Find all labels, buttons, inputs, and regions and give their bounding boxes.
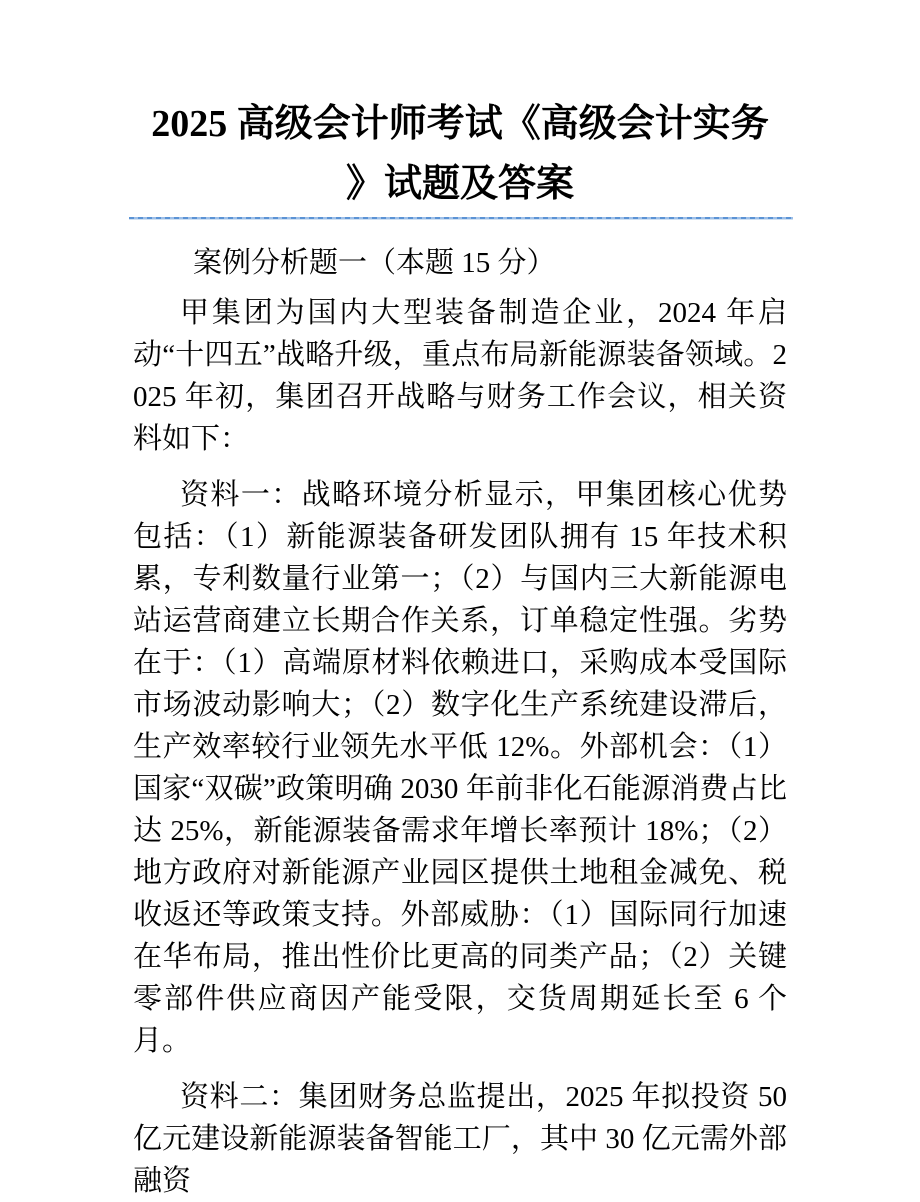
paragraph-material-one: 资料一：战略环境分析显示，甲集团核心优势包括：（1）新能源装备研发团队拥有 15 年技术积累，专利数量行业第一；（2）与国内三大新能源电站运营商建立长期合作关系，订单稳定性强。劣势在于：（1）高端原材料依赖进口，采购成本受国际市场波动影响大；（2）数字化生产系统建设滞后，生产效率较行业领先水平低 12%。外部机会：（1）国家“双碳”政策明确 2030 年前非化石能源消费占比达 25%，新能源装备需求年增长率预计 18%；（2）地方政府对新能源产业园区提供土地租金减免、税收返还等政策支持。外部威胁：（1）国际同行加速在华布局，推出性价比更高的同类产品；（2）关键零部件供应商因产能受限，交货周期延长至 6 个月。 — [133, 479, 787, 1057]
document-content — [133, 94, 787, 1202]
section-heading-case-analysis: 案例分析题一（本题 15 分） — [193, 247, 556, 279]
document-title — [133, 94, 787, 214]
paragraph-intro: 甲集团为国内大型装备制造企业，2024 年启动“十四五”战略升级，重点布局新能源装备领域。2025 年初，集团召开战略与财务工作会议，相关资料如下： — [133, 297, 787, 455]
document-title-line-2: 》试题及答案 — [345, 163, 574, 205]
paragraph-material-two: 资料二：集团财务总监提出，2025 年拟投资 50 亿元建设新能源装备智能工厂，其中 30 亿元需外部融资 — [133, 1081, 787, 1197]
document-title-line-1: 2025 高级会计师考试《高级会计实务 — [151, 103, 769, 145]
title-divider-rule — [129, 217, 793, 220]
